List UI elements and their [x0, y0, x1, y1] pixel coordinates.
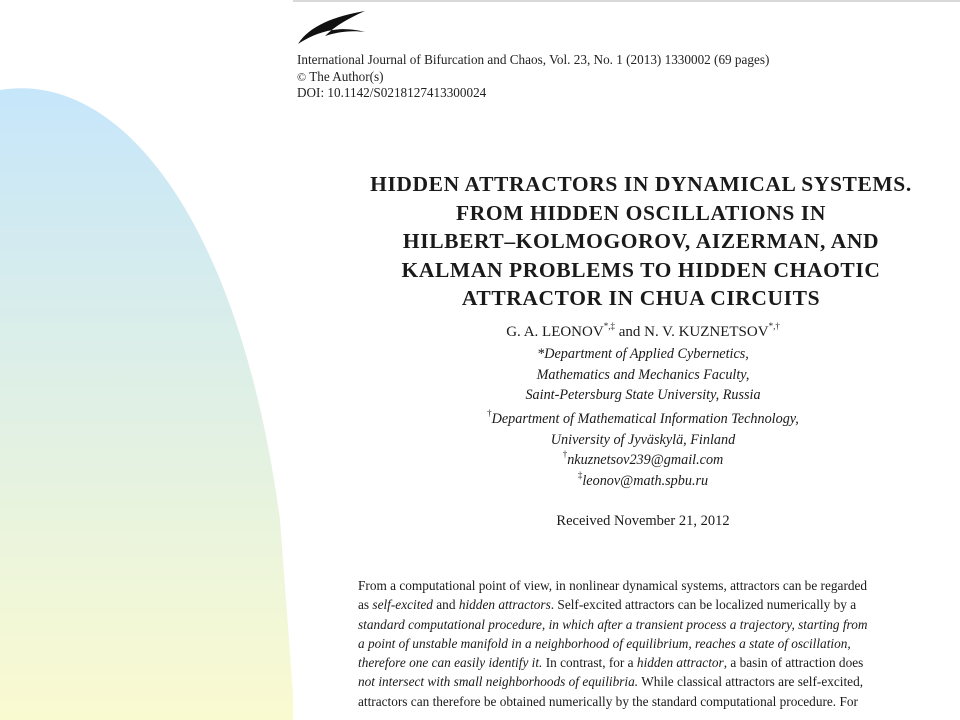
- journal-citation: International Journal of Bifurcation and Chaos, Vol. 23, No. 1 (2013) 1330002 (69 pages): [297, 52, 770, 67]
- abstract-line-6: [358, 672, 932, 691]
- abstract-emphasis: therefore one can easily identify it.: [358, 655, 543, 671]
- abstract-text: , a basin of attraction does: [723, 655, 864, 671]
- title-line-1: HIDDEN ATTRACTORS IN DYNAMICAL SYSTEMS.: [370, 172, 912, 196]
- affiliation-2-text-1: Department of Mathematical Information Technology,: [491, 411, 799, 427]
- title-line-2: FROM HIDDEN OSCILLATIONS IN: [455, 200, 826, 225]
- affiliation-1-text-1: Department of Applied Cybernetics,: [544, 346, 749, 362]
- email-1: nkuznetsov239@gmail.com: [567, 452, 724, 468]
- email-2-mark: ‡: [577, 469, 583, 480]
- journal-info: [297, 52, 917, 102]
- abstract-text: While classical attractors are self-excited,: [638, 674, 864, 690]
- title-line-3: HILBERT–KOLMOGOROV, AIZERMAN, AND: [402, 229, 880, 253]
- abstract-line-5: [358, 653, 932, 672]
- abstract-line-1: From a computational point of view, in nonlinear dynamical systems, attractors can be regarded: [358, 578, 868, 593]
- abstract-line-4: [358, 634, 932, 653]
- copyright-text: The Author(s): [309, 68, 384, 84]
- paper-page: [293, 0, 960, 720]
- abstract-text: and: [432, 597, 459, 613]
- email-2-line: [333, 471, 953, 492]
- abstract-emphasis: hidden attractors: [458, 597, 551, 613]
- email-1-mark: †: [562, 449, 568, 460]
- affiliation-1-line-3: Saint-Petersburg State University, Russia: [525, 387, 761, 403]
- page-top-border: [293, 0, 960, 2]
- affiliation-1-line-2: Mathematics and Mechanics Faculty,: [536, 366, 750, 383]
- affiliation-2-mark: †: [487, 408, 492, 419]
- email-1-line: [333, 450, 953, 471]
- abstract-emphasis: hidden attractor: [636, 655, 724, 671]
- abstract-line-2: [358, 595, 932, 614]
- author-2-marks: *,†: [768, 321, 780, 331]
- abstract: [358, 576, 932, 711]
- email-2: leonov@math.spbu.ru: [582, 472, 709, 489]
- abstract-emphasis: not intersect with small neighborhoods of equilibria.: [358, 674, 639, 690]
- title-line-5: ATTRACTOR IN CHUA CIRCUITS: [461, 286, 821, 310]
- abstract-emphasis: self-excited: [372, 597, 433, 613]
- abstract-text: as: [358, 597, 373, 613]
- affiliation-2: [333, 409, 953, 491]
- paper-title: [331, 170, 951, 313]
- affiliation-1-line-1: [333, 344, 953, 365]
- affiliation-1: [333, 344, 953, 406]
- affiliation-1-mark: *: [537, 346, 545, 362]
- abstract-text: . Self-excited attractors can be localized numerically by a: [550, 597, 857, 613]
- abstract-line-7: attractors can therefore be obtained numerically by the standard computational procedure. For: [358, 693, 858, 709]
- swoosh-logo-icon: [295, 10, 367, 46]
- affiliation-2-line-2: University of Jyväskylä, Finland: [550, 431, 736, 448]
- doi: DOI: 10.1142/S0218127413300024: [297, 85, 487, 100]
- title-line-4: KALMAN PROBLEMS TO HIDDEN CHAOTIC: [401, 257, 881, 282]
- copyright-symbol: ©: [297, 69, 307, 84]
- abstract-line-3: [358, 615, 932, 634]
- received-date: Received November 21, 2012: [556, 513, 730, 529]
- copyright-line: [297, 69, 917, 86]
- abstract-text: In contrast, for a: [542, 655, 637, 671]
- author-1: G. A. LEONOV: [506, 324, 604, 340]
- author-1-marks: *,‡: [603, 321, 615, 331]
- abstract-emphasis: standard computational procedure, in which after a transient process a trajectory, starting from: [358, 616, 868, 632]
- author-2: N. V. KUZNETSOV: [644, 324, 769, 340]
- affiliation-2-line-1: [333, 409, 953, 430]
- author-conjunction: and: [618, 324, 641, 340]
- authors: [333, 322, 953, 342]
- abstract-emphasis: a point of unstable manifold in a neighborhood of equilibrium, reaches a state of oscillation,: [358, 635, 851, 651]
